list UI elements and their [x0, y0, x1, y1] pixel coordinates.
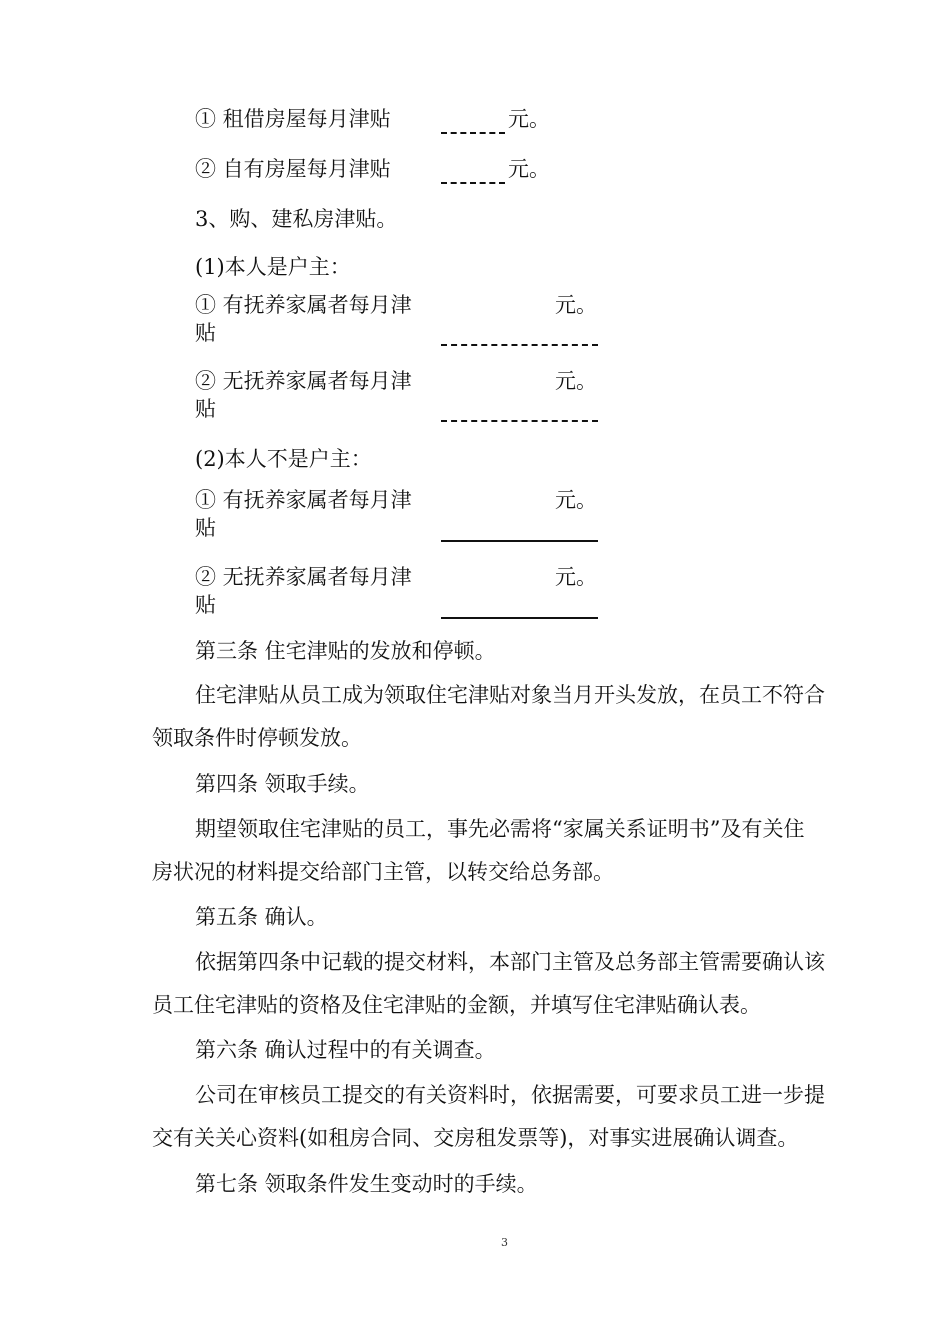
article-4-line-2: 房状况的材料提交给部门主管，以转交给总务部。 [152, 860, 614, 884]
own-house-allowance-unit: 元。 [508, 157, 550, 181]
rent-allowance-blank[interactable] [441, 132, 505, 134]
article-3-title: 第三条 住宅津贴的发放和停顿。 [195, 639, 496, 663]
article-5-line-2: 员工住宅津贴的资格及住宅津贴的金额，并填写住宅津贴确认表。 [152, 993, 761, 1017]
case-1-heading: (1)本人是户主： [195, 255, 351, 279]
case1-no-dependents-unit: 元。 [555, 369, 597, 393]
section-3-heading: 3、购、建私房津贴。 [195, 207, 398, 231]
case1-dependents-unit: 元。 [555, 293, 597, 317]
case1-no-dependents-blank[interactable] [441, 420, 598, 422]
case1-dependents-label: ① 有抚养家属者每月津贴 [195, 293, 412, 345]
article-5-line-1: 依据第四条中记载的提交材料，本部门主管及总务部主管需要确认该 [195, 950, 825, 974]
article-6-line-2: 交有关关心资料(如租房合同、交房租发票等)，对事实进展确认调查。 [152, 1126, 799, 1150]
article-7-title: 第七条 领取条件发生变动时的手续。 [195, 1172, 538, 1196]
case2-dependents-label: ① 有抚养家属者每月津贴 [195, 488, 412, 540]
case2-dependents-unit: 元。 [555, 488, 597, 512]
own-house-allowance-blank[interactable] [441, 182, 505, 184]
article-4-line-1: 期望领取住宅津贴的员工，事先必需将“家属关系证明书”及有关住 [195, 817, 805, 841]
rent-allowance-unit: 元。 [508, 107, 550, 131]
case1-dependents-blank[interactable] [441, 344, 598, 346]
article-5-title: 第五条 确认。 [195, 905, 328, 929]
case2-no-dependents-blank[interactable] [441, 617, 598, 619]
case-2-heading: (2)本人不是户主： [195, 447, 372, 471]
case2-no-dependents-unit: 元。 [555, 565, 597, 589]
article-3-line-2: 领取条件时停顿发放。 [152, 726, 362, 750]
case2-no-dependents-label: ② 无抚养家属者每月津贴 [195, 565, 412, 617]
article-3-line-1: 住宅津贴从员工成为领取住宅津贴对象当月开头发放，在员工不符合 [195, 683, 825, 707]
rent-allowance-label: ① 租借房屋每月津贴 [195, 107, 391, 131]
own-house-allowance-label: ② 自有房屋每月津贴 [195, 157, 391, 181]
article-6-line-1: 公司在审核员工提交的有关资料时，依据需要，可要求员工进一步提 [195, 1083, 825, 1107]
article-6-title: 第六条 确认过程中的有关调查。 [195, 1038, 496, 1062]
page-number: 3 [501, 1236, 508, 1249]
case1-no-dependents-label: ② 无抚养家属者每月津贴 [195, 369, 412, 421]
article-4-title: 第四条 领取手续。 [195, 772, 370, 796]
case2-dependents-blank[interactable] [441, 540, 598, 542]
